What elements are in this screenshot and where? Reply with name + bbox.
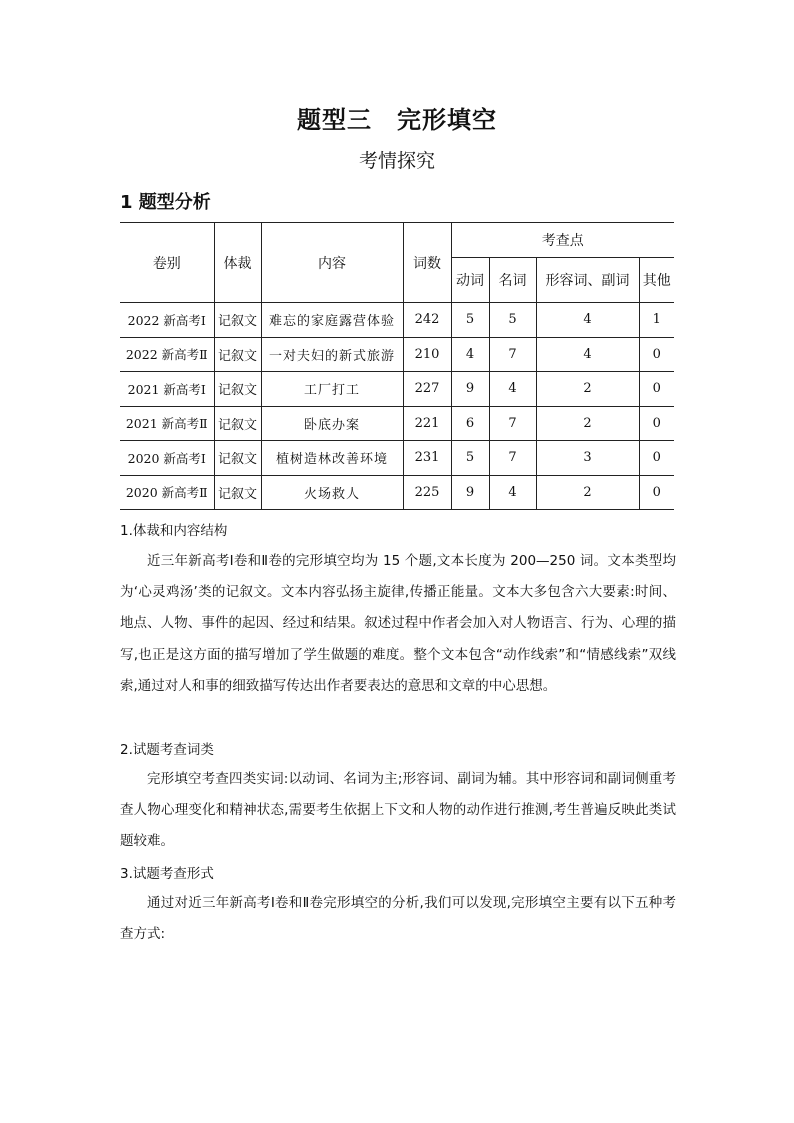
cell-content: 工厂打工 <box>261 372 403 407</box>
cell-verb: 9 <box>451 372 489 407</box>
paragraph-wordclass: 完形填空考查四类实词:以动词、名词为主;形容词、副词为辅。其中形容词和副词侧重考查人物心理变化和精神状态,需要考生依据上下文和人物的动作进行推测,考生普遍反映此类试题较难。 <box>120 771 676 850</box>
cell-genre: 记叙文 <box>214 372 261 407</box>
cell-paper: 2022 新高考Ⅰ <box>120 303 214 338</box>
cell-adj-adv: 2 <box>536 372 639 407</box>
header-points: 考查点 <box>451 223 674 258</box>
cell-other: 0 <box>639 441 674 476</box>
cell-genre: 记叙文 <box>214 406 261 441</box>
table-row <box>120 372 674 407</box>
cell-words: 227 <box>403 372 451 407</box>
cell-noun: 4 <box>489 372 536 407</box>
cell-paper: 2021 新高考Ⅰ <box>120 372 214 407</box>
cell-other: 0 <box>639 337 674 372</box>
cell-genre: 记叙文 <box>214 337 261 372</box>
subsection-heading-wordclass: 2.试题考查词类 <box>120 742 214 758</box>
cell-content: 火场救人 <box>261 475 403 510</box>
cell-other: 0 <box>639 406 674 441</box>
table-row <box>120 303 674 338</box>
cell-verb: 6 <box>451 406 489 441</box>
subsection-heading-format: 3.试题考查形式 <box>120 866 214 882</box>
cell-noun: 7 <box>489 406 536 441</box>
cell-words: 231 <box>403 441 451 476</box>
cell-verb: 4 <box>451 337 489 372</box>
cell-noun: 4 <box>489 475 536 510</box>
cell-content: 难忘的家庭露营体验 <box>261 303 403 338</box>
header-other: 其他 <box>639 258 674 303</box>
header-content: 内容 <box>261 223 403 303</box>
table-row <box>120 337 674 372</box>
analysis-table <box>120 222 674 510</box>
header-genre: 体裁 <box>214 223 261 303</box>
cell-paper: 2021 新高考Ⅱ <box>120 406 214 441</box>
cell-other: 0 <box>639 475 674 510</box>
cell-noun: 7 <box>489 441 536 476</box>
cell-paper: 2020 新高考Ⅱ <box>120 475 214 510</box>
cell-verb: 5 <box>451 441 489 476</box>
cell-adj-adv: 2 <box>536 475 639 510</box>
cell-genre: 记叙文 <box>214 441 261 476</box>
cell-words: 225 <box>403 475 451 510</box>
cell-paper: 2022 新高考Ⅱ <box>120 337 214 372</box>
table-row <box>120 441 674 476</box>
page-title: 题型三 完形填空 <box>297 106 497 134</box>
cell-content: 卧底办案 <box>261 406 403 441</box>
cell-noun: 5 <box>489 303 536 338</box>
cell-genre: 记叙文 <box>214 475 261 510</box>
cell-paper: 2020 新高考Ⅰ <box>120 441 214 476</box>
section-heading-analysis: 1 题型分析 <box>120 192 211 213</box>
cell-genre: 记叙文 <box>214 303 261 338</box>
cell-adj-adv: 2 <box>536 406 639 441</box>
header-noun: 名词 <box>489 258 536 303</box>
cell-noun: 7 <box>489 337 536 372</box>
cell-other: 1 <box>639 303 674 338</box>
cell-adj-adv: 4 <box>536 303 639 338</box>
cell-adj-adv: 3 <box>536 441 639 476</box>
cell-other: 0 <box>639 372 674 407</box>
cell-adj-adv: 4 <box>536 337 639 372</box>
paragraph-genre: 近三年新高考Ⅰ卷和Ⅱ卷的完形填空均为 15 个题,文本长度为 200—250 词。文本类型均为‘心灵鸡汤’类的记叙文。文本内容弘扬主旋律,传播正能量。文本大多包含六大要素:时间、地点、人物、事件的起因、经过和结果。叙述过程中作者会加入对人物语言、行为、心理的描写,也正是这方面的描写增加了学生做题的难度。整个文本包含“动作线索”和“情感线索”双线索,通过对人和事的细致描写传达出作者要表达的意思和文章的中心思想。 <box>120 553 676 694</box>
cell-words: 210 <box>403 337 451 372</box>
cell-verb: 9 <box>451 475 489 510</box>
header-verb: 动词 <box>451 258 489 303</box>
paragraph-format: 通过对近三年新高考Ⅰ卷和Ⅱ卷完形填空的分析,我们可以发现,完形填空主要有以下五种考查方式: <box>120 895 676 943</box>
cell-verb: 5 <box>451 303 489 338</box>
table-row <box>120 406 674 441</box>
cell-words: 242 <box>403 303 451 338</box>
page-subtitle: 考情探究 <box>358 150 435 172</box>
header-paper: 卷别 <box>120 223 214 303</box>
header-words: 词数 <box>403 223 451 303</box>
subsection-heading-genre: 1.体裁和内容结构 <box>120 523 228 539</box>
header-adj-adv: 形容词、副词 <box>536 258 639 303</box>
cell-content: 植树造林改善环境 <box>261 441 403 476</box>
cell-content: 一对夫妇的新式旅游 <box>261 337 403 372</box>
cell-words: 221 <box>403 406 451 441</box>
table-row <box>120 475 674 510</box>
